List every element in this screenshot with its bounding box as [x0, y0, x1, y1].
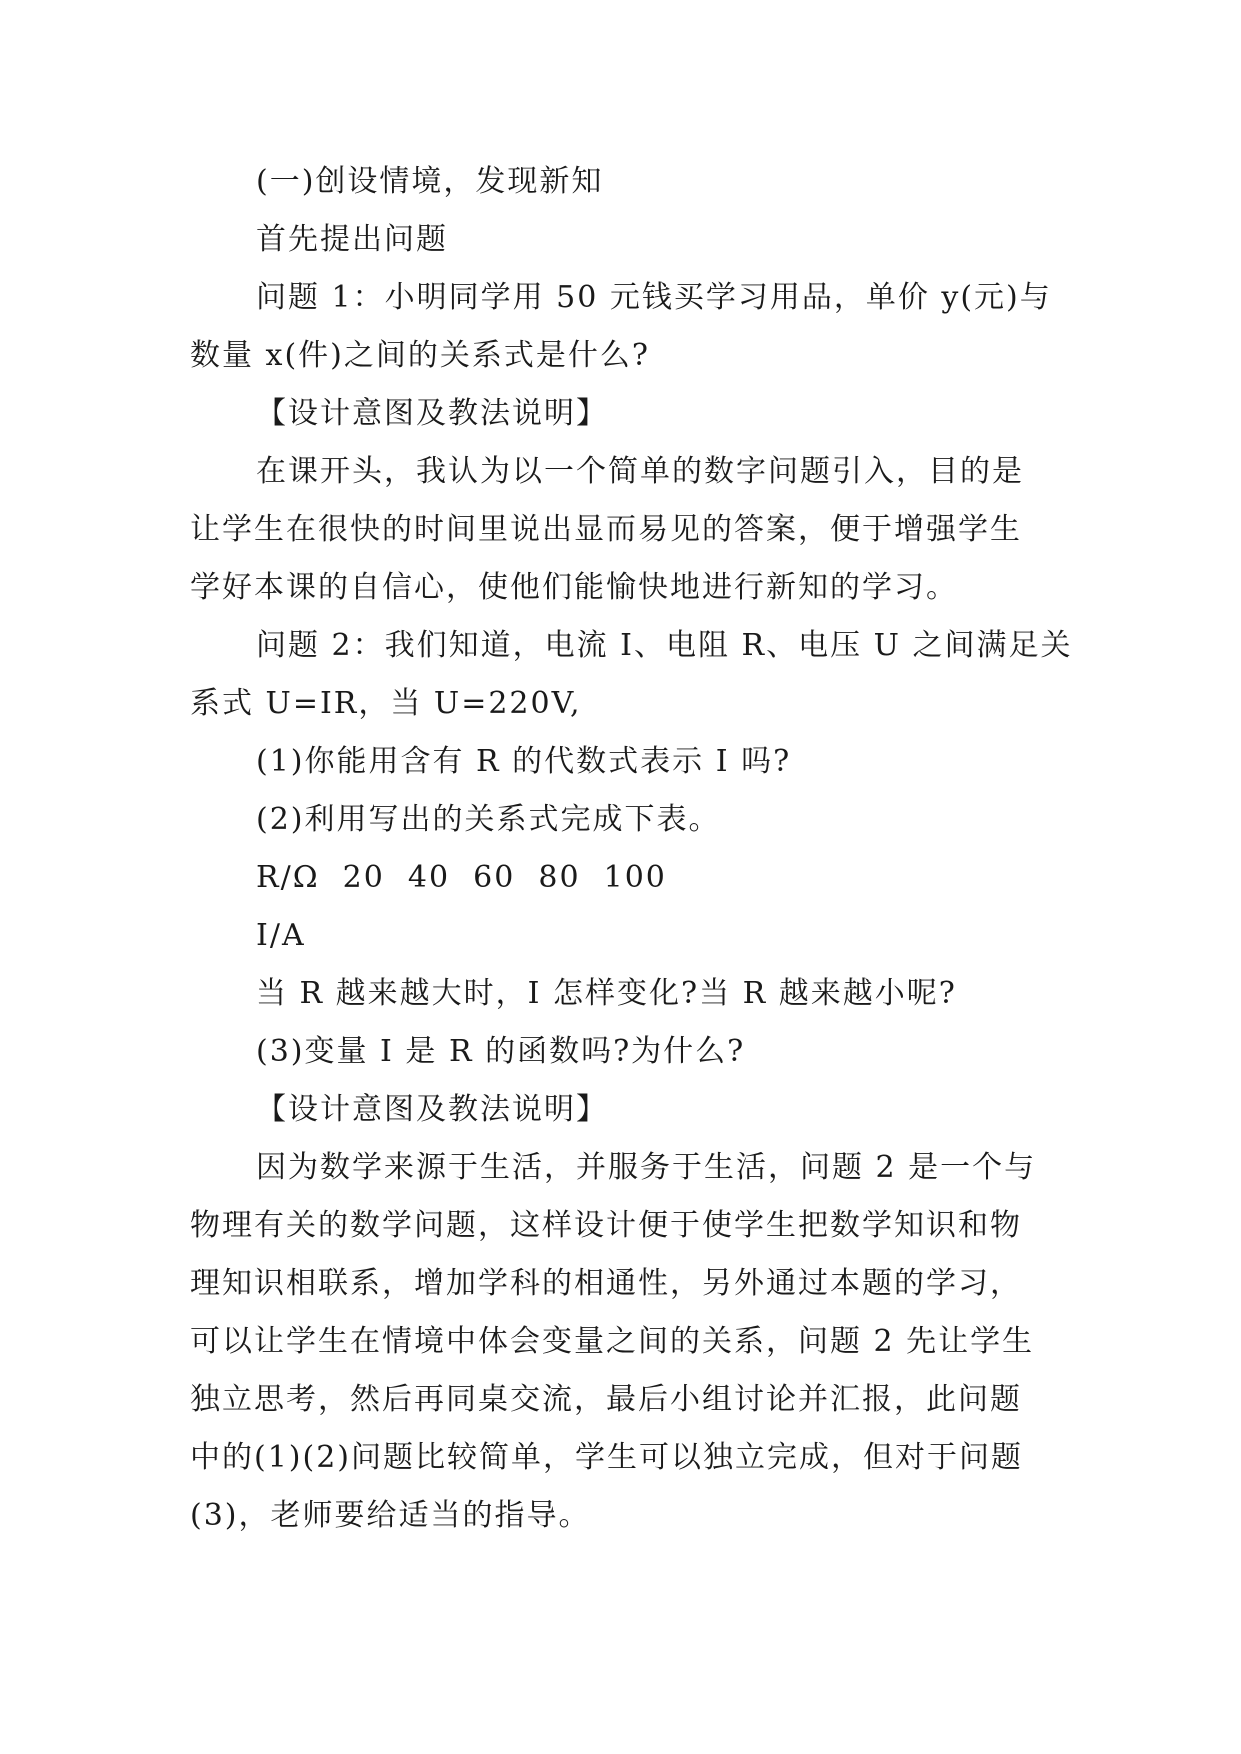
paragraph-line: 物理有关的数学问题，这样设计便于使学生把数学知识和物: [190, 1208, 1022, 1243]
design-intent-heading: 【设计意图及教法说明】: [256, 396, 608, 431]
question-1-line: 数量 x(件)之间的关系式是什么?: [190, 338, 650, 373]
question-2-line: 系式 U=IR，当 U=220V,: [190, 686, 582, 721]
paragraph-line: 独立思考，然后再同桌交流，最后小组讨论并汇报，此问题: [190, 1382, 1022, 1417]
section-heading: (一)创设情境，发现新知: [256, 164, 604, 199]
document-body: [190, 153, 1073, 1545]
paragraph-line: 在课开头，我认为以一个简单的数字问题引入，目的是: [256, 454, 1024, 489]
sub-question-line: (2)利用写出的关系式完成下表。: [256, 802, 721, 837]
paragraph-line: (3)，老师要给适当的指导。: [190, 1498, 591, 1533]
sub-question-line: (1)你能用含有 R 的代数式表示 I 吗?: [256, 744, 792, 779]
question-1-line: 问题 1：小明同学用 50 元钱买学习用品，单价 y(元)与: [256, 280, 1052, 315]
sub-question-line: (3)变量 I 是 R 的函数吗?为什么?: [256, 1034, 746, 1069]
design-intent-heading: 【设计意图及教法说明】: [256, 1092, 608, 1127]
paragraph-line: 因为数学来源于生活，并服务于生活，问题 2 是一个与: [256, 1150, 1037, 1185]
question-2-line: 问题 2：我们知道，电流 I、电阻 R、电压 U 之间满足关: [256, 628, 1073, 663]
paragraph-line: 首先提出问题: [256, 222, 448, 257]
table-row-resistance: R/Ω 20 40 60 80 100: [256, 860, 667, 895]
paragraph-line: 学好本课的自信心，使他们能愉快地进行新知的学习。: [190, 570, 958, 605]
paragraph-line: 当 R 越来越大时，I 怎样变化?当 R 越来越小呢?: [256, 976, 957, 1011]
paragraph-line: 让学生在很快的时间里说出显而易见的答案，便于增强学生: [190, 512, 1022, 547]
paragraph-line: 理知识相联系，增加学科的相通性，另外通过本题的学习，: [190, 1266, 1022, 1301]
paragraph-line: 中的(1)(2)问题比较简单，学生可以独立完成，但对于问题: [190, 1440, 1023, 1475]
paragraph-line: 可以让学生在情境中体会变量之间的关系，问题 2 先让学生: [190, 1324, 1035, 1359]
table-row-current: I/A: [256, 918, 306, 953]
